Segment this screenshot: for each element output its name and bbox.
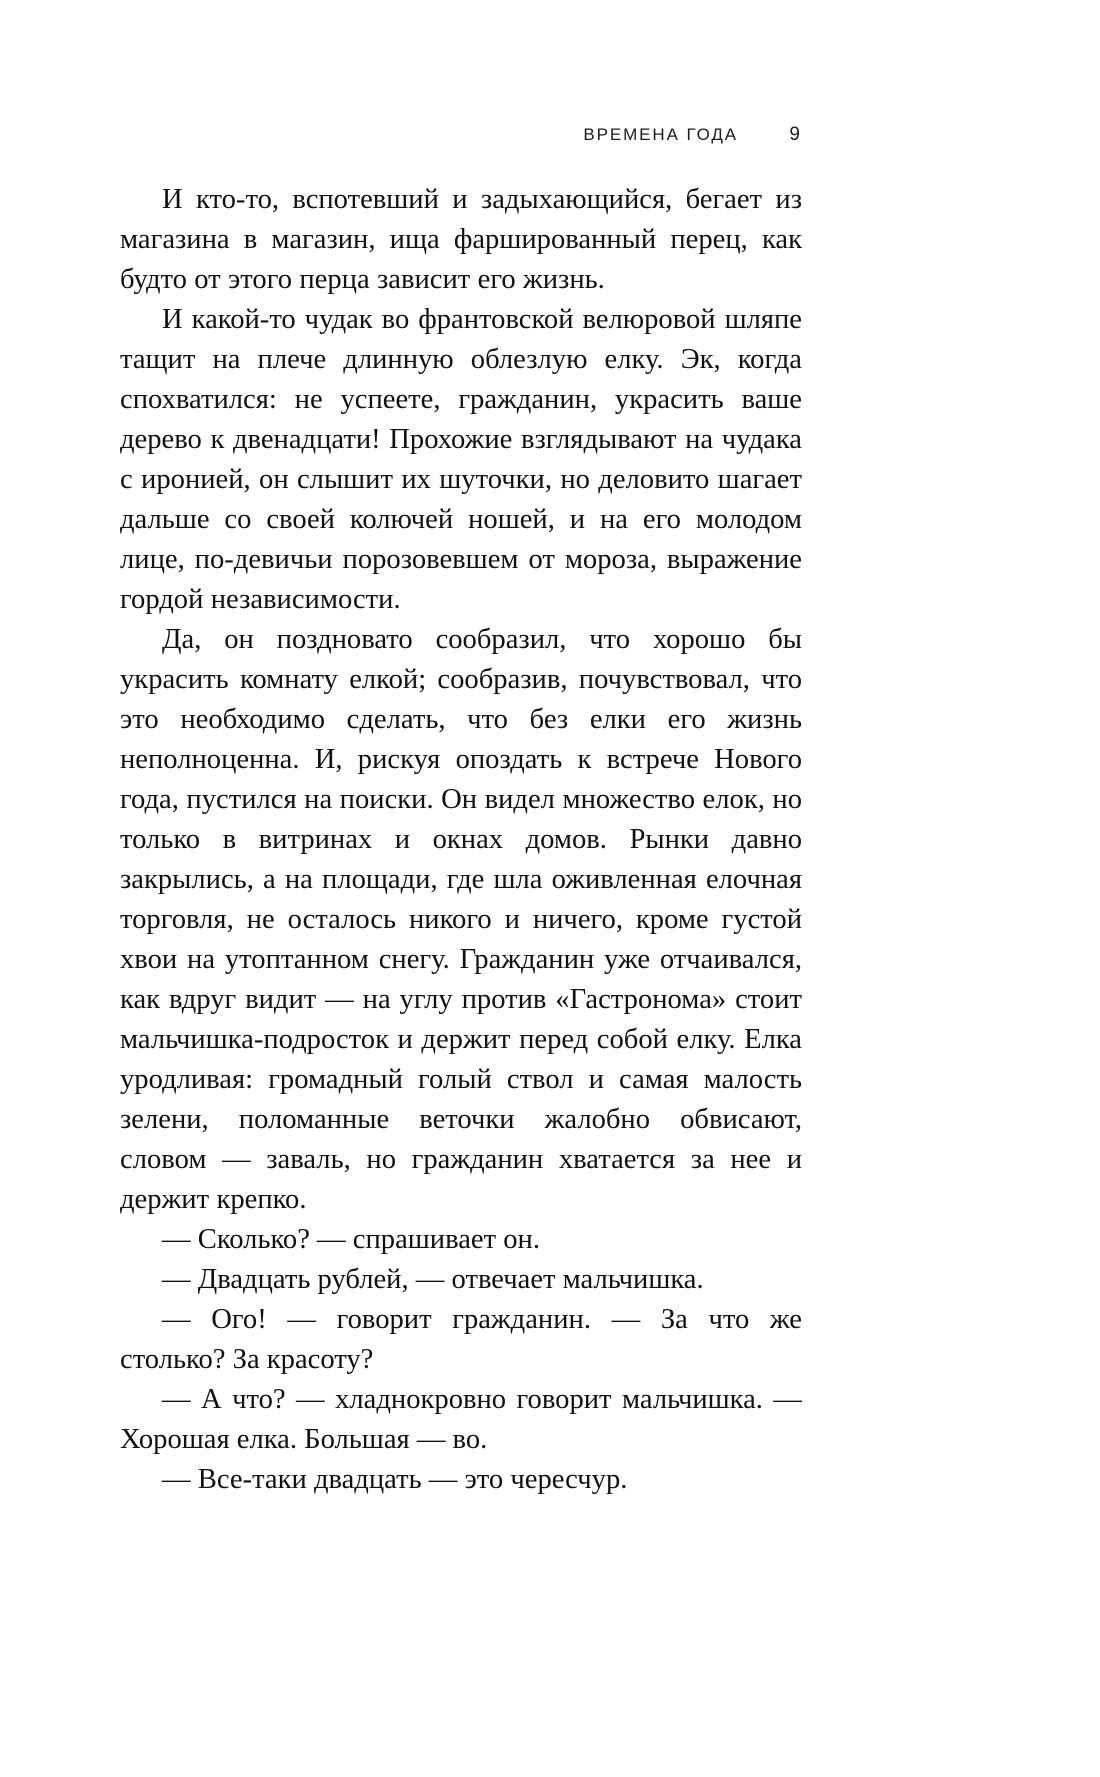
dialogue-line: — Ого! — говорит гражданин. — За что же столько? За красоту? bbox=[120, 1304, 802, 1375]
running-head-title: ВРЕМЕНА ГОДА bbox=[583, 125, 738, 144]
dialogue-line: — Все-таки двадцать — это чересчур. bbox=[162, 1464, 628, 1495]
paragraph: И кто-то, вспотевший и задыхающийся, бегает из магазина в магазин, ища фаршированный перец, как будто от этого перца зависит его жизнь. bbox=[120, 184, 802, 295]
dialogue-line: — Сколько? — спрашивает он. bbox=[162, 1224, 541, 1255]
running-head bbox=[120, 124, 800, 146]
dialogue-line: — А что? — хладнокровно говорит мальчишка. — Хорошая елка. Большая — во. bbox=[120, 1384, 802, 1455]
dialogue-line: — Двадцать рублей, — отвечает мальчишка. bbox=[162, 1264, 704, 1295]
paragraph: И какой-то чудак во франтовской велюровой шляпе тащит на плече длинную облезлую елку. Эк, когда спохватился: не успеете, гражданин, украсить ваше дерево к двенадцати! Прохожие взглядывают на чудака с иронией, он слышит их шуточки, но деловито шагает дальше со своей колючей ношей, и на его молодом лице, по-девичьи порозовевшем от мороза, выражение гордой независимости. bbox=[120, 304, 802, 615]
paragraph: Да, он поздновато сообразил, что хорошо бы украсить комнату елкой; сообразив, почувствовал, что это необходимо сделать, что без елки его жизнь неполноценна. И, рискуя опоздать к встрече Нового года, пустился на поиски. Он видел множество елок, но только в витринах и окнах домов. Рынки давно закрылись, а на площади, где шла оживленная елочная торговля, не осталось никого и ничего, кроме густой хвои на утоптанном снегу. Гражданин уже отчаивался, как вдруг видит — на углу против «Гастронома» стоит мальчишка-подросток и держит перед собой елку. Елка уродливая: громадный голый ствол и самая малость зелени, поломанные веточки жалобно обвисают, словом — заваль, но гражданин хватается за нее и держит крепко. bbox=[120, 624, 802, 1215]
body-text-block bbox=[120, 180, 802, 1500]
page-number: 9 bbox=[789, 124, 800, 145]
